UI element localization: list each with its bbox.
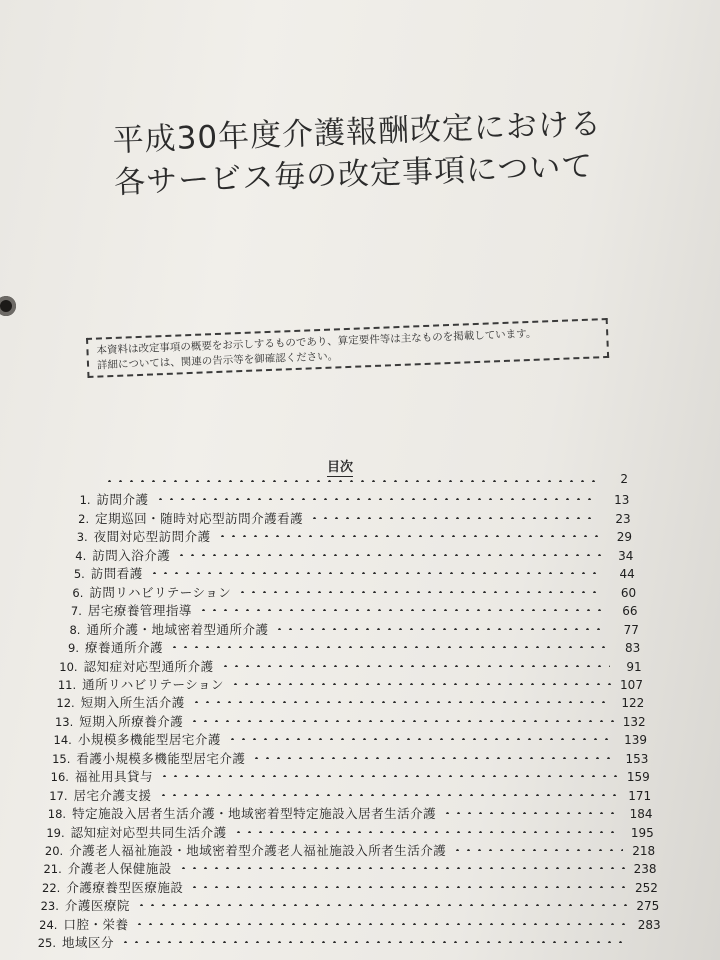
dot-leader [159, 775, 618, 777]
dot-leader [120, 941, 630, 943]
dot-leader [251, 757, 616, 759]
toc-entry-label: 口腔・栄養 [63, 916, 129, 932]
toc-entry-page: 91 [626, 659, 642, 674]
toc-entry-number: 17. [49, 788, 68, 803]
toc-entry-number: 25. [37, 936, 56, 951]
title-line-1: 平成30年度介護報酬改定における [112, 105, 603, 159]
toc-entry-label: 定期巡回・随時対応型訪問介護看護 [95, 510, 304, 526]
toc-heading: 目次 [327, 456, 353, 477]
toc-entry-page: 13 [614, 493, 630, 508]
toc-entry-label: 介護老人保健施設 [67, 861, 172, 877]
toc-entry [60, 527, 632, 545]
dot-leader [309, 517, 599, 519]
toc-entry-page: 139 [624, 733, 648, 748]
toc-entry-page: 159 [626, 770, 650, 785]
toc-entry-label: 訪問リハビリテーション [89, 584, 232, 600]
dot-leader [189, 720, 613, 722]
toc-entry [51, 638, 640, 656]
toc-entry [58, 546, 633, 564]
dot-leader [136, 904, 627, 906]
toc-entry-number: 5. [73, 567, 85, 582]
toc-entry [52, 620, 638, 638]
toc-entry-label: 通所リハビリテーション [82, 676, 225, 692]
toc-entry-label: 福祉用具貸与 [74, 769, 153, 785]
toc-entry-label: 療養通所介護 [85, 640, 164, 656]
dot-leader [452, 849, 623, 851]
toc-entry-page: 153 [625, 751, 649, 766]
toc-entry-page: 283 [637, 917, 661, 932]
notice-line-2: 詳細については、関連の告示等を御確認ください。 [96, 350, 339, 372]
toc-entry [42, 749, 648, 767]
toc-entry-page: 275 [636, 899, 660, 914]
toc-entry-label: 介護療養型医療施設 [66, 879, 184, 895]
dot-leader [169, 646, 608, 648]
toc-entry-label: 看護小規模多機能型居宅介護 [76, 750, 246, 766]
toc-entry-page: 122 [621, 696, 645, 711]
dot-leader [191, 701, 613, 703]
dot-leader [149, 572, 603, 574]
toc-entry-page: 218 [632, 844, 656, 858]
toc-entry-page: 66 [622, 604, 638, 619]
toc-entry-number: 22. [42, 880, 61, 895]
toc-entry-label: 訪問看護 [90, 566, 143, 582]
toc-entry [38, 804, 652, 822]
toc-entry-label: 短期入所療養介護 [79, 713, 184, 729]
toc-entry-number: 3. [76, 530, 88, 545]
toc-entry-number: 6. [72, 585, 84, 600]
toc-entry-number: 13. [54, 714, 74, 729]
dot-leader [442, 812, 620, 814]
notice-line-1: 本資料は改定事項の概要をお示しするものであり、算定要件等は主なものを掲載しています。 [96, 327, 537, 357]
toc-entry [29, 915, 660, 933]
toc-entry-label: 訪問入浴介護 [92, 547, 171, 563]
toc-entry [54, 601, 638, 619]
toc-entry [31, 896, 659, 914]
toc-entry-number: 1. [79, 493, 91, 508]
toc-entry-page: 252 [635, 880, 658, 895]
dot-leader [274, 628, 606, 630]
toc-entry [50, 657, 642, 675]
toc-entry-number: 20. [44, 844, 64, 858]
toc-entry-page: 195 [630, 825, 654, 840]
toc-entry [61, 509, 631, 527]
dot-leader [227, 738, 615, 740]
toc-entry-page: 238 [633, 862, 657, 877]
toc-entry-number: 9. [68, 641, 80, 656]
toc-entry-label: 短期入所生活介護 [80, 695, 185, 711]
dot-leader [230, 683, 611, 685]
toc-entry-page: 23 [615, 511, 631, 526]
toc-entry-label: 介護老人福祉施設・地域密着型介護老人福祉施設入所者生活介護 [69, 843, 447, 858]
toc-entry [41, 767, 650, 785]
dot-leader [155, 498, 598, 500]
dot-leader [189, 886, 626, 888]
toc-entry [64, 472, 628, 490]
toc-entry-label: 小規模多機能型居宅介護 [77, 732, 221, 748]
toc-entry-number: 7. [70, 604, 82, 619]
toc-entry-page: 83 [624, 641, 641, 656]
toc-entry [34, 859, 657, 877]
toc-entry-number: 19. [46, 825, 65, 840]
toc-entry-number: 23. [40, 899, 59, 914]
toc-entry [48, 675, 643, 693]
toc-entry-number: 8. [69, 622, 81, 637]
toc-entry-number: 11. [57, 677, 77, 692]
toc-entry [57, 564, 635, 582]
toc-entry-number: 10. [59, 659, 78, 674]
toc-entry-label: 特定施設入居者生活介護・地域密着型特定施設入居者生活介護 [72, 806, 437, 822]
dot-leader [198, 609, 606, 611]
title-line-2: 各サービス毎の改定事項について [113, 148, 594, 201]
toc-entry [63, 490, 630, 508]
toc-entry-label: 認知症対応型通所介護 [83, 658, 214, 674]
toc-entry-number: 12. [56, 696, 75, 711]
toc-entry-label: 介護医療院 [64, 898, 130, 914]
toc-entry-number: 2. [78, 511, 90, 526]
toc-entry [40, 786, 652, 804]
toc-entry-number: 24. [39, 917, 58, 932]
toc-entry-page: 77 [623, 622, 639, 637]
toc-entry-page: 34 [618, 548, 634, 563]
toc-entry [45, 712, 645, 730]
toc-entry-number: 21. [43, 862, 62, 877]
dot-leader [220, 665, 610, 667]
toc-entry-page: 29 [616, 530, 633, 545]
dot-leader [237, 591, 604, 593]
toc-entry-number: 4. [75, 548, 87, 563]
toc-entry-page: 184 [629, 807, 653, 822]
toc-entry-label: 訪問介護 [96, 492, 149, 508]
toc-entry-page: 44 [619, 567, 635, 582]
toc-entry-page: 2 [620, 472, 628, 486]
toc-entry [32, 878, 658, 896]
dot-leader [134, 923, 628, 925]
dot-leader [104, 480, 596, 482]
toc-entry [35, 841, 655, 859]
dot-leader [217, 535, 600, 537]
toc-entry-label: 居宅療養管理指導 [87, 603, 192, 619]
toc-entry-page: 171 [628, 788, 652, 803]
toc-entry [28, 933, 662, 951]
toc-entry [47, 693, 645, 711]
toc-entry [44, 730, 647, 748]
dot-leader [233, 831, 622, 833]
dot-leader [178, 867, 625, 869]
dot-leader [176, 554, 601, 556]
toc-entry-label: 居宅介護支援 [73, 787, 152, 803]
toc-entry-page: 132 [622, 714, 646, 729]
toc-entry-page: 60 [620, 585, 637, 600]
toc-entry-label: 夜間対応型訪問介護 [93, 529, 211, 545]
toc-entry-label: 地域区分 [62, 935, 115, 951]
toc-entry [37, 823, 654, 841]
toc-entry-page: 107 [620, 677, 643, 692]
dot-leader [158, 794, 620, 796]
toc-entry-label: 通所介護・地域密着型通所介護 [86, 621, 269, 637]
toc-entry-number: 14. [53, 733, 72, 748]
toc-entry [55, 583, 636, 601]
toc-entry-number: 15. [52, 751, 71, 766]
toc-entry-number: 18. [47, 807, 67, 822]
toc-entry-number: 16. [50, 770, 69, 785]
toc-entry-label: 認知症対応型共同生活介護 [70, 824, 227, 840]
